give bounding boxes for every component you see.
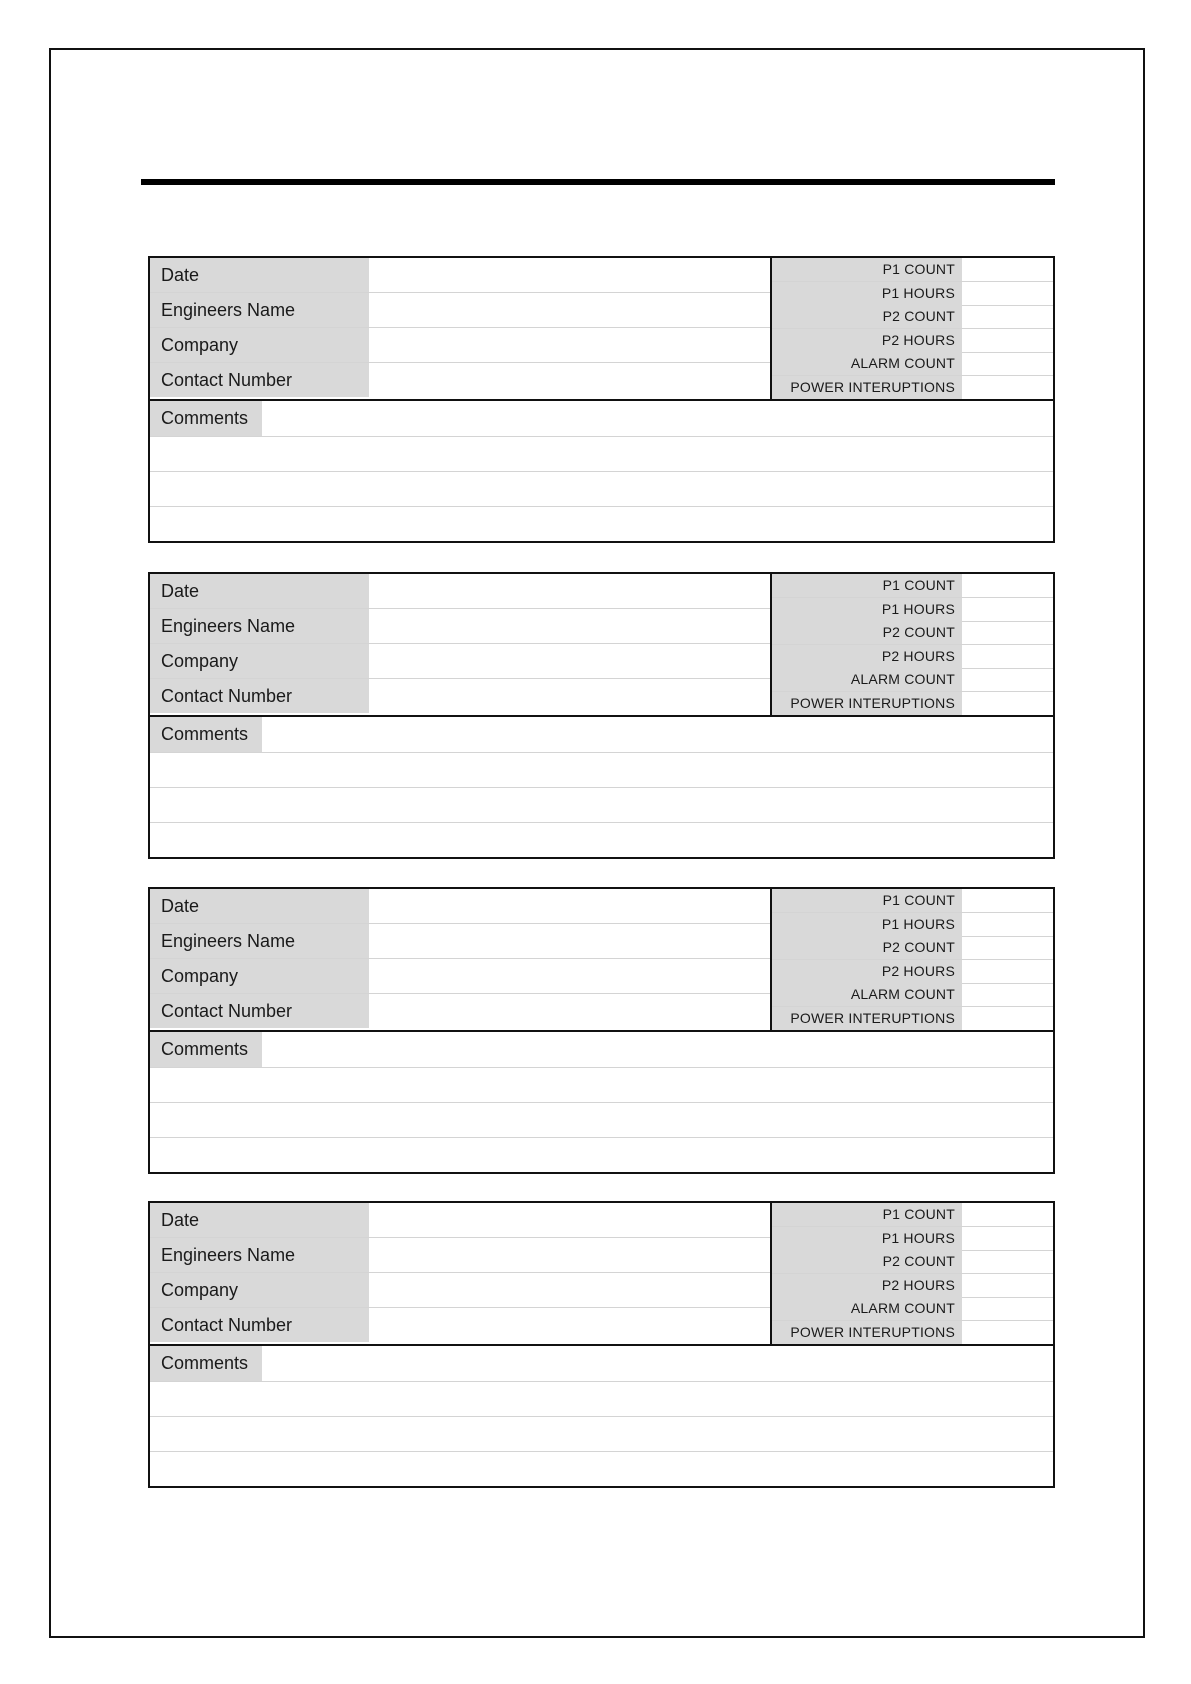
detail-row [150,574,770,609]
counter-label: POWER INTERUPTIONS [772,1321,962,1344]
engineer-details [150,1203,770,1344]
counter-value-field[interactable] [962,282,1053,305]
detail-value-field[interactable] [369,1273,770,1307]
counter-row [772,574,1053,598]
comment-line[interactable] [150,787,1053,823]
detail-value-field[interactable] [369,328,770,362]
counter-value-field[interactable] [962,621,1053,644]
counter-row [772,645,1053,669]
counter-label: P2 HOURS [772,645,962,668]
detail-label: Contact Number [150,994,369,1028]
counter-value-field[interactable] [962,352,1053,375]
counter-value-field[interactable] [962,936,1053,959]
comment-line[interactable] [150,752,1053,788]
counter-row [772,668,1053,692]
counter-row [772,1227,1053,1251]
detail-label: Company [150,959,369,993]
detail-value-field[interactable] [369,609,770,643]
comment-line[interactable] [150,717,1053,753]
detail-row [150,889,770,924]
counter-label: P2 COUNT [772,621,962,644]
counter-value-field[interactable] [962,1297,1053,1320]
card-header-section [150,889,1053,1032]
counter-label: P1 COUNT [772,574,962,597]
counter-row [772,913,1053,937]
detail-row [150,994,770,1028]
detail-row [150,679,770,713]
detail-value-field[interactable] [369,889,770,923]
service-log-card [148,1201,1055,1488]
counter-row [772,960,1053,984]
counter-label: POWER INTERUPTIONS [772,376,962,399]
counter-row [772,329,1053,353]
counter-row [772,1203,1053,1227]
counter-row [772,983,1053,1007]
counter-value-field[interactable] [962,1227,1053,1250]
detail-row [150,959,770,994]
comment-line[interactable] [150,822,1053,857]
detail-label: Engineers Name [150,609,369,643]
comments-section [150,1346,1053,1486]
detail-label: Contact Number [150,363,369,397]
detail-row [150,644,770,679]
counter-label: P1 COUNT [772,889,962,912]
detail-row [150,258,770,293]
detail-label: Company [150,1273,369,1307]
detail-row [150,328,770,363]
counter-row [772,282,1053,306]
comment-line[interactable] [150,1067,1053,1103]
counter-row [772,1297,1053,1321]
detail-row [150,609,770,644]
counter-label: P1 HOURS [772,598,962,621]
counter-row [772,1321,1053,1344]
counter-value-field[interactable] [962,329,1053,352]
detail-label: Date [150,258,369,292]
comments-label: Comments [150,1346,262,1381]
counter-value-field[interactable] [962,376,1053,399]
detail-value-field[interactable] [369,363,770,397]
detail-value-field[interactable] [369,994,770,1028]
engineer-details [150,258,770,399]
counters [770,1203,1053,1344]
counter-label: P1 HOURS [772,282,962,305]
detail-label: Contact Number [150,679,369,713]
detail-value-field[interactable] [369,1238,770,1272]
comments-section [150,1032,1053,1172]
counter-value-field[interactable] [962,668,1053,691]
comments-label: Comments [150,717,262,752]
counter-row [772,1007,1053,1030]
counter-label: POWER INTERUPTIONS [772,692,962,715]
counters [770,258,1053,399]
detail-row [150,363,770,397]
detail-row [150,1238,770,1273]
counter-row [772,376,1053,399]
comment-line[interactable] [150,506,1053,541]
card-header-section [150,574,1053,717]
counter-label: P2 HOURS [772,329,962,352]
counter-row [772,258,1053,282]
counter-label: P1 COUNT [772,1203,962,1226]
counter-label: P1 COUNT [772,258,962,281]
comment-line[interactable] [150,1346,1053,1382]
detail-label: Date [150,574,369,608]
counter-row [772,305,1053,329]
counter-value-field[interactable] [962,1321,1053,1344]
detail-label: Engineers Name [150,1238,369,1272]
counter-value-field[interactable] [962,1250,1053,1273]
counter-value-field[interactable] [962,574,1053,597]
counter-value-field[interactable] [962,889,1053,912]
counter-label: P1 HOURS [772,1227,962,1250]
detail-value-field[interactable] [369,1203,770,1237]
counter-label: P2 COUNT [772,1250,962,1273]
counters [770,889,1053,1030]
comment-line[interactable] [150,436,1053,472]
detail-label: Engineers Name [150,293,369,327]
detail-value-field[interactable] [369,574,770,608]
detail-label: Date [150,1203,369,1237]
detail-label: Date [150,889,369,923]
counter-row [772,936,1053,960]
counter-label: ALARM COUNT [772,983,962,1006]
detail-row [150,924,770,959]
counter-label: POWER INTERUPTIONS [772,1007,962,1030]
detail-row [150,293,770,328]
detail-value-field[interactable] [369,293,770,327]
counter-label: P2 HOURS [772,1274,962,1297]
detail-value-field[interactable] [369,679,770,713]
comments-section [150,401,1053,541]
detail-row [150,1203,770,1238]
counters [770,574,1053,715]
detail-label: Contact Number [150,1308,369,1342]
counter-row [772,692,1053,715]
engineer-details [150,574,770,715]
detail-label: Company [150,644,369,678]
counter-row [772,621,1053,645]
counter-row [772,889,1053,913]
counter-row [772,1274,1053,1298]
comments-label: Comments [150,401,262,436]
counter-value-field[interactable] [962,983,1053,1006]
counter-value-field[interactable] [962,305,1053,328]
detail-label: Company [150,328,369,362]
detail-value-field[interactable] [369,258,770,292]
counter-value-field[interactable] [962,1203,1053,1226]
comment-line[interactable] [150,401,1053,437]
counter-label: ALARM COUNT [772,668,962,691]
counter-value-field[interactable] [962,960,1053,983]
counter-row [772,1250,1053,1274]
comment-line[interactable] [150,1381,1053,1417]
detail-value-field[interactable] [369,959,770,993]
comment-line[interactable] [150,471,1053,507]
counter-value-field[interactable] [962,1007,1053,1030]
counter-label: P1 HOURS [772,913,962,936]
card-header-section [150,258,1053,401]
comments-label: Comments [150,1032,262,1067]
service-log-card [148,572,1055,859]
detail-value-field[interactable] [369,924,770,958]
comments-section [150,717,1053,857]
counter-row [772,598,1053,622]
counter-label: P2 HOURS [772,960,962,983]
counter-value-field[interactable] [962,598,1053,621]
comment-line[interactable] [150,1137,1053,1172]
service-log-card [148,256,1055,543]
title-rule [141,179,1055,185]
counter-label: ALARM COUNT [772,352,962,375]
comment-line[interactable] [150,1032,1053,1068]
counter-value-field[interactable] [962,258,1053,281]
counter-value-field[interactable] [962,692,1053,715]
counter-label: P2 COUNT [772,305,962,328]
counter-value-field[interactable] [962,645,1053,668]
counter-value-field[interactable] [962,913,1053,936]
service-log-card [148,887,1055,1174]
comment-line[interactable] [150,1416,1053,1452]
comment-line[interactable] [150,1451,1053,1486]
detail-row [150,1273,770,1308]
detail-value-field[interactable] [369,1308,770,1342]
counter-row [772,352,1053,376]
counter-label: P2 COUNT [772,936,962,959]
engineer-details [150,889,770,1030]
card-header-section [150,1203,1053,1346]
detail-value-field[interactable] [369,644,770,678]
counter-label: ALARM COUNT [772,1297,962,1320]
detail-label: Engineers Name [150,924,369,958]
comment-line[interactable] [150,1102,1053,1138]
counter-value-field[interactable] [962,1274,1053,1297]
detail-row [150,1308,770,1342]
